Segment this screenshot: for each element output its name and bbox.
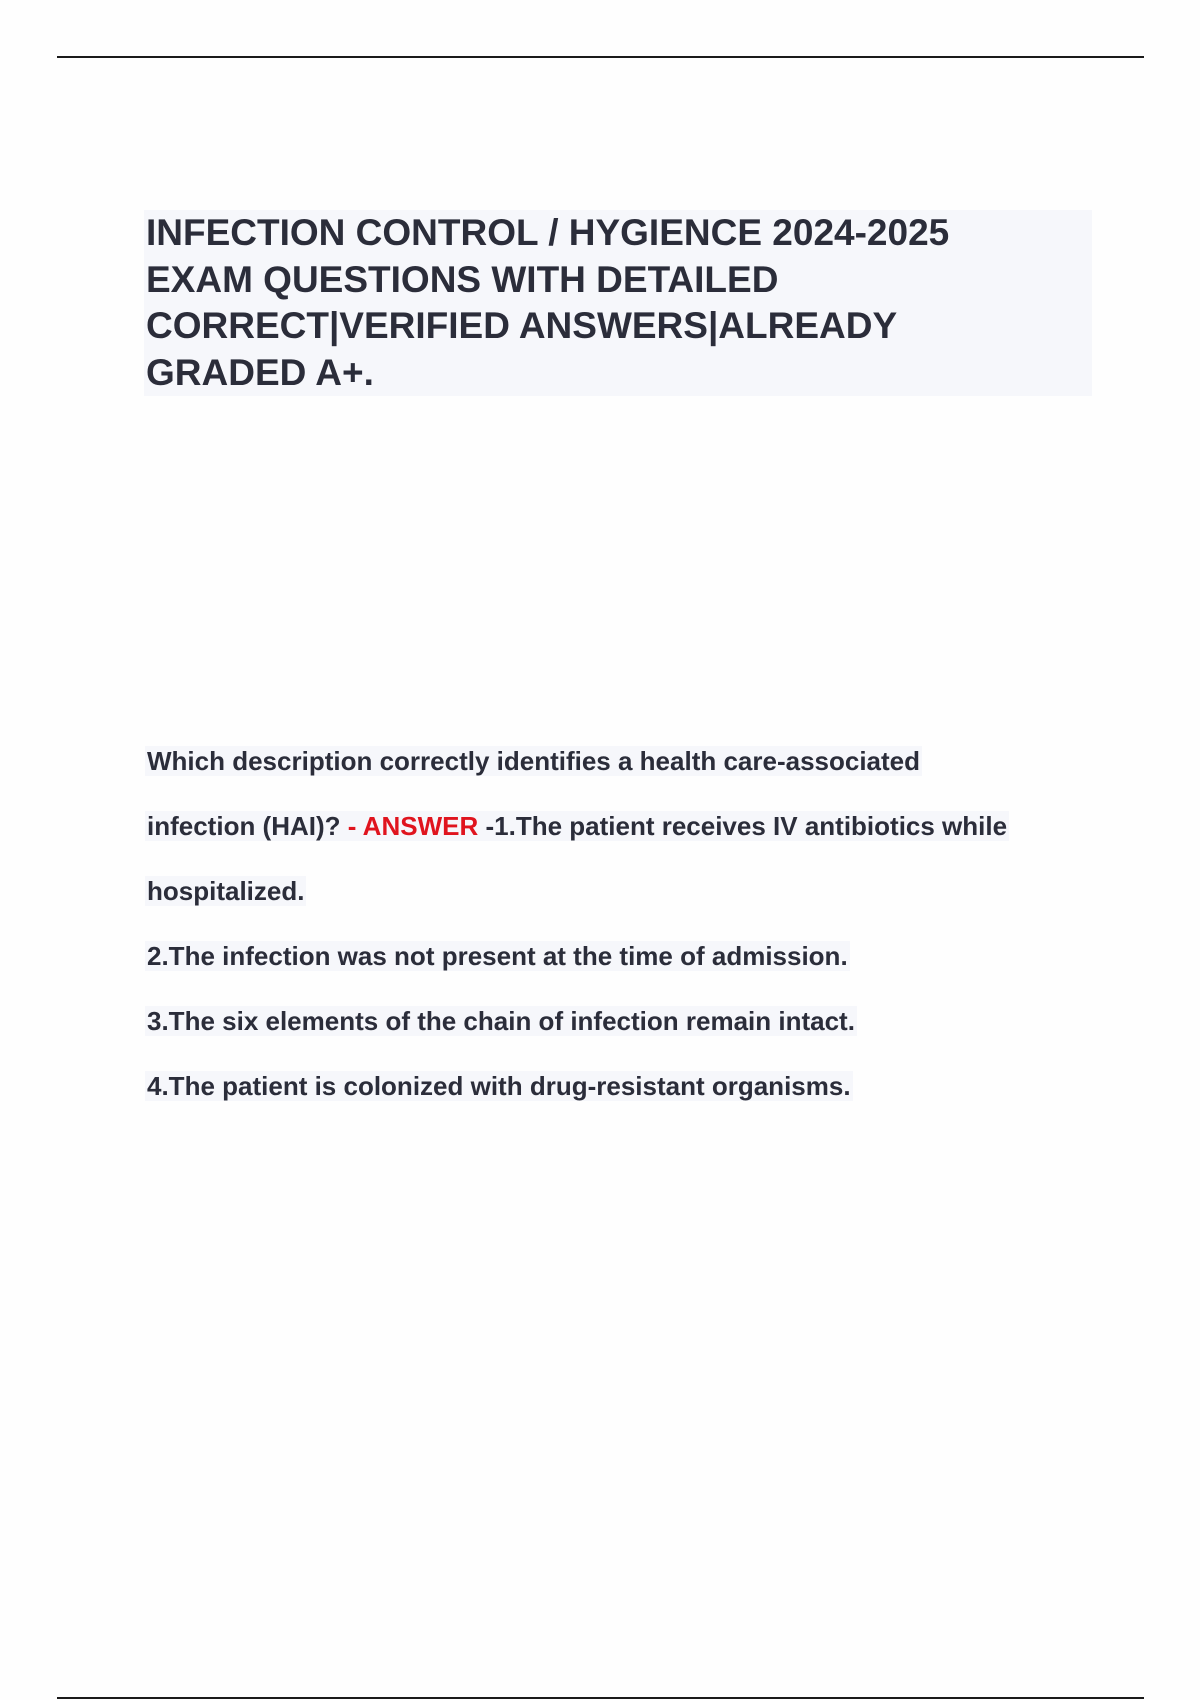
question-text-tail: infection (HAI)?	[147, 811, 348, 841]
question-line	[145, 808, 1085, 873]
question-answer-block	[145, 743, 1085, 1133]
title-line: GRADED A+.	[146, 351, 374, 393]
answer-option-text: 2.The infection was not present at the time of admission.	[147, 941, 848, 971]
title-line: EXAM QUESTIONS WITH DETAILED	[146, 258, 779, 300]
title-line: CORRECT|VERIFIED ANSWERS|ALREADY	[146, 305, 898, 346]
question-text: Which description correctly identifies a health care-associated	[147, 746, 921, 776]
answer-option	[145, 1003, 1085, 1068]
bottom-rule	[57, 1697, 1144, 1699]
answer-option-text: 4.The patient is colonized with drug-resistant organisms.	[147, 1071, 851, 1101]
question-line	[145, 743, 1085, 808]
answer-text-continued: hospitalized.	[147, 876, 305, 906]
answer-option	[145, 938, 1085, 1003]
title-block	[144, 210, 1092, 396]
answer-line	[145, 873, 1085, 938]
answer-text: -1.The patient receives IV antibiotics while	[478, 811, 1008, 841]
question-text-end	[145, 811, 1009, 841]
answer-option-text: 3.The six elements of the chain of infection remain intact.	[147, 1006, 855, 1036]
top-rule	[57, 56, 1144, 58]
title-line: INFECTION CONTROL / HYGIENCE 2024-2025	[146, 212, 950, 253]
answer-marker: - ANSWER	[347, 811, 479, 841]
document-title	[146, 210, 1090, 396]
answer-option	[145, 1068, 1085, 1133]
